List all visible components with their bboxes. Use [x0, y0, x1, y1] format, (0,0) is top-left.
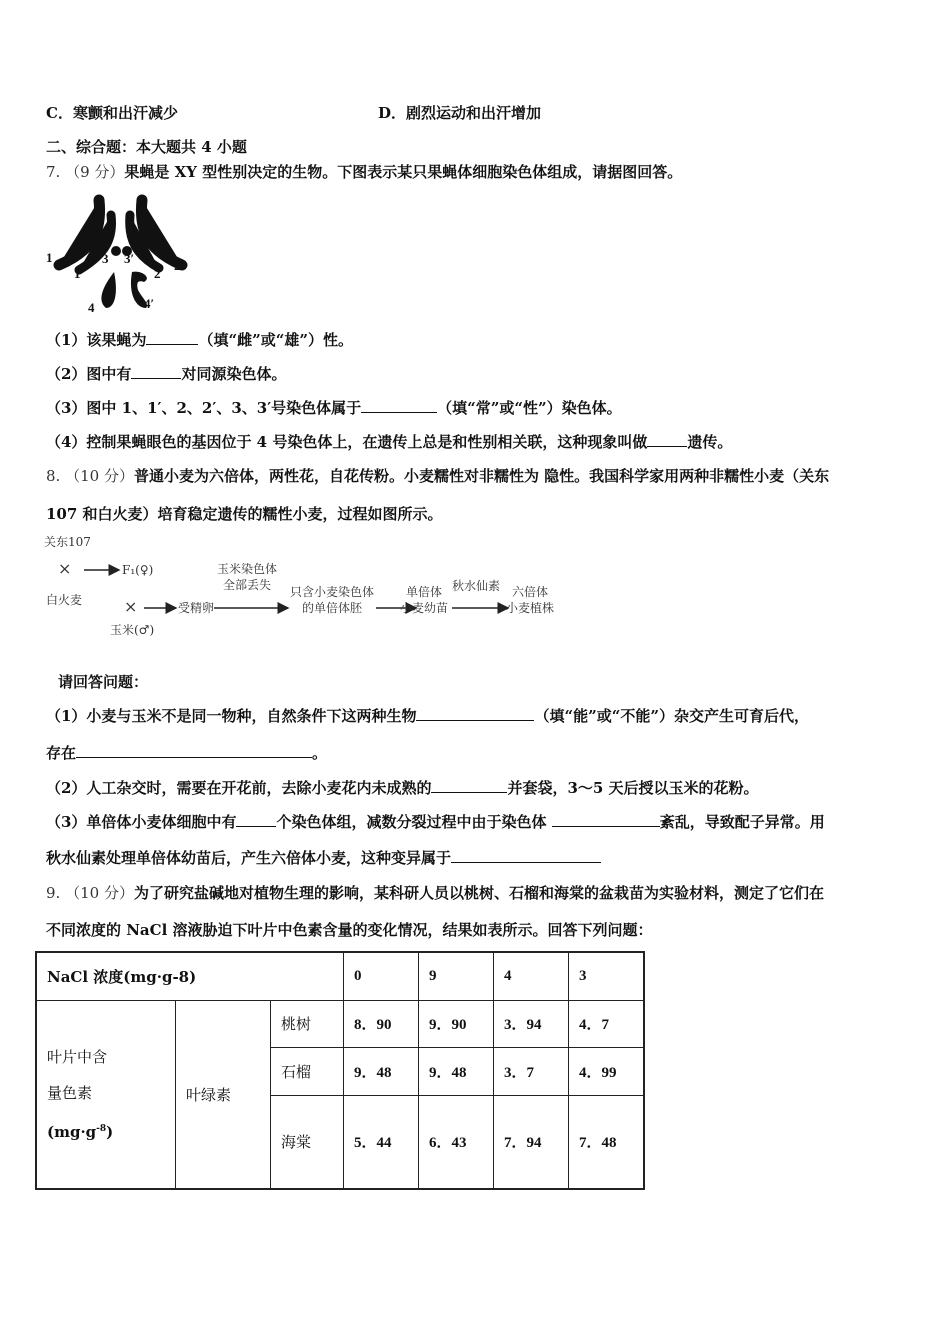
option-c — [46, 103, 178, 123]
option-d — [378, 103, 541, 123]
plant-name: 石榴 — [271, 1047, 344, 1095]
table-row — [36, 1000, 644, 1047]
q8-sub3: （3）单倍体小麦体细胞中有 个染色体组，减数分裂过程中由于染色体 紊乱，导致配子异常。用 — [46, 813, 825, 831]
q8-number: 8. — [46, 467, 61, 485]
table-header-row — [36, 952, 644, 1000]
answer-blank[interactable] — [76, 743, 312, 758]
q7-stem-text: 果蝇是 XY 型性别决定的生物。下图表示某只果蝇体细胞染色体组成，请据图回答。 — [124, 163, 683, 181]
q7-sub4: （4）控制果蝇眼色的基因位于 4 号染色体上，在遗传上总是和性别相关联，这种现象叫做 遗传。 — [46, 433, 733, 451]
header-nacl-label: NaCl 浓度(mg·g-8) — [36, 952, 344, 1000]
q8-stem-line1: 8. （10 分）普通小麦为六倍体，两性花，自花传粉。小麦糯性对非糯性为 隐性。我国科学家用两种非糯性小麦（关东 — [46, 467, 830, 485]
label-4: 4 — [88, 300, 95, 315]
option-d-label: D． — [378, 104, 407, 122]
haploid-embryo: 只含小麦染色体 的单倍体胚 — [290, 585, 375, 615]
cell-value: 8．90 — [344, 1000, 419, 1047]
q9-stem-line2: 不同浓度的 NaCl 溶液胁迫下叶片中色素含量的变化情况，结果如表所示。回答下列问题： — [46, 921, 653, 939]
haploid-seedling: 单倍体 小麦幼苗 — [400, 585, 449, 615]
plant-name: 桃树 — [271, 1000, 344, 1047]
q9-score: （10 分） — [65, 884, 134, 902]
cell-value: 4．7 — [569, 1000, 645, 1047]
label-3: 3 — [102, 251, 109, 266]
chromosome-figure — [44, 190, 194, 315]
q8-sub1: （1）小麦与玉米不是同一物种，自然条件下这两种生物 （填“能”或“不能”）杂交产生可育后代， — [46, 707, 809, 725]
answer-blank[interactable] — [552, 812, 660, 827]
q7-score: （9 分） — [65, 163, 125, 181]
answer-blank[interactable] — [451, 848, 601, 863]
q8-sub3-line2: 秋水仙素处理单倍体幼苗后，产生六倍体小麦，这种变异属于 — [46, 848, 601, 868]
q7-sub2: （2）图中有 对同源染色体。 — [46, 365, 287, 383]
cross-symbol-1: × — [58, 559, 72, 578]
cell-value: 7．94 — [494, 1095, 569, 1189]
q8-sub2: （2）人工杂交时，需要在开花前，去除小麦花内未成熟的 并套袋，3～5 天后授以玉米的花粉。 — [46, 779, 759, 797]
breeding-flow-diagram — [44, 534, 564, 640]
q8-stem-line2: 107 和白火麦）培育稳定遗传的糯性小麦，过程如图所示。 — [46, 505, 443, 523]
answer-blank[interactable] — [431, 778, 507, 793]
f1-female: F₁(♀) — [122, 563, 154, 577]
answer-blank[interactable] — [361, 398, 437, 413]
answer-blank[interactable] — [416, 706, 534, 721]
header-conc: 9 — [419, 952, 494, 1000]
q9-stem-line1: 9. （10 分）为了研究盐碱地对植物生理的影响，某科研人员以桃树、石榴和海棠的盆栽苗为实验材料，测定了它们在 — [46, 884, 824, 902]
step-colchicine: 秋水仙素 — [452, 579, 501, 593]
q8-sub1-line2: 存在 。 — [46, 744, 328, 762]
q8-prompt: 请回答问题： — [58, 673, 149, 691]
maize-male: 玉米(♂) — [110, 623, 155, 637]
plant-name: 海棠 — [271, 1095, 344, 1189]
q8-score: （10 分） — [65, 467, 134, 485]
option-c-label: C． — [46, 104, 73, 122]
q7-number: 7. — [46, 163, 61, 181]
section-heading: 二、综合题：本大题共 4 小题 — [46, 138, 247, 156]
parent-baihuomai: 白火麦 — [46, 593, 83, 607]
header-conc: 3 — [569, 952, 645, 1000]
q9-number: 9. — [46, 884, 61, 902]
answer-blank[interactable] — [131, 364, 181, 379]
header-conc: 4 — [494, 952, 569, 1000]
answer-blank[interactable] — [236, 812, 276, 827]
cell-value: 9．90 — [419, 1000, 494, 1047]
cell-value: 4．99 — [569, 1047, 645, 1095]
cell-value: 3．94 — [494, 1000, 569, 1047]
answer-blank[interactable] — [647, 432, 687, 447]
label-4-prime: 4′ — [144, 296, 155, 311]
cell-value: 5．44 — [344, 1095, 419, 1189]
row-group-label: 叶片中含 量色素 $(mg\cdot g^{-8})$ — [36, 1000, 176, 1189]
cell-value: 9．48 — [344, 1047, 419, 1095]
pigment-table — [35, 951, 645, 1190]
label-2: 2 — [154, 266, 161, 281]
option-d-text: 剧烈运动和出汗增加 — [406, 104, 542, 122]
cross-symbol-2: × — [124, 597, 138, 616]
parent-guandong107: 关东107 — [44, 535, 91, 549]
label-3-prime: 3′ — [124, 251, 135, 266]
option-c-text: 寒颤和出汗减少 — [72, 104, 178, 122]
chromosome-diagram — [44, 190, 194, 315]
label-1-prime: 1′ — [74, 266, 85, 281]
cell-value: 9．48 — [419, 1047, 494, 1095]
cell-value: 3．7 — [494, 1047, 569, 1095]
answer-blank[interactable] — [146, 330, 198, 345]
label-1: 1 — [46, 250, 53, 265]
cell-value: 7．48 — [569, 1095, 645, 1189]
pigment-label: 叶绿素 — [176, 1000, 271, 1189]
q7-sub3: （3）图中 1、1′、2、2′、3、3′号染色体属于 （填“常”或“性”）染色体。 — [46, 399, 622, 417]
zygote: 受精卵 — [178, 601, 215, 615]
q7-sub1: （1）该果蝇为 （填“雌”或“雄”）性。 — [46, 331, 353, 349]
q7-stem — [46, 162, 682, 182]
label-2-prime: 2′ — [174, 258, 185, 273]
cell-value: 6．43 — [419, 1095, 494, 1189]
header-conc: 0 — [344, 952, 419, 1000]
hexaploid-plant: 六倍体 小麦植株 — [506, 585, 555, 615]
step-chromosome-loss: 玉米染色体 全部丢失 — [217, 562, 278, 592]
